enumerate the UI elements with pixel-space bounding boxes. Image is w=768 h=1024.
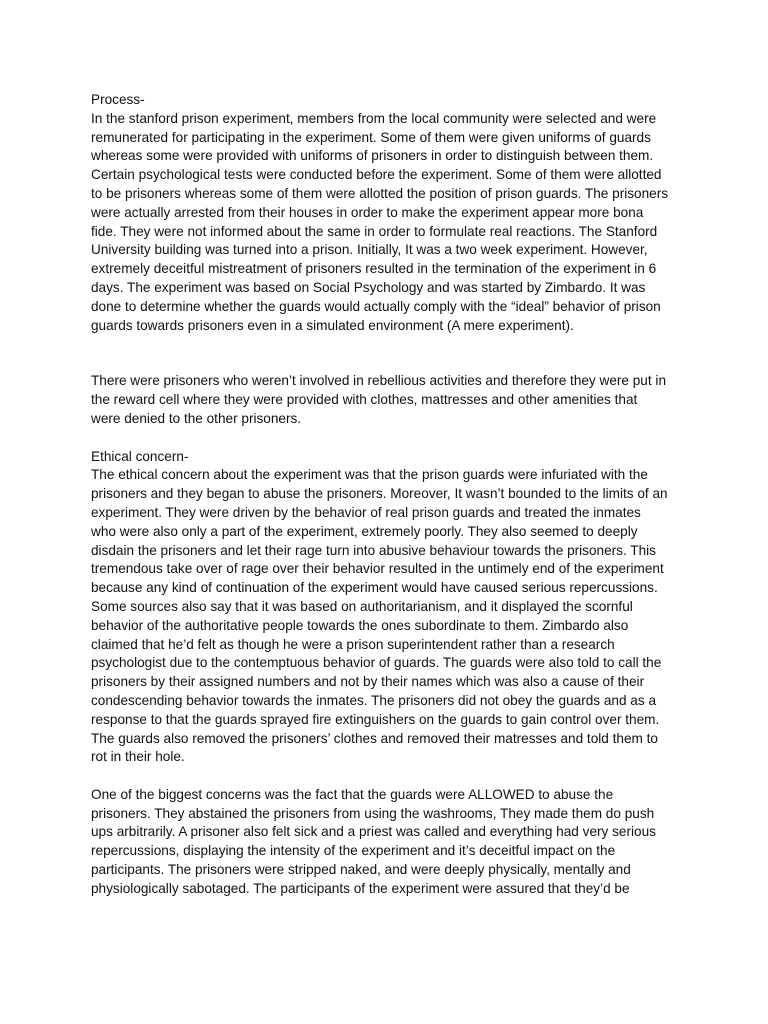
ethical-concern-paragraph: The ethical concern about the experiment was that the prison guards were infuriated with the prisoners and they began to abuse the prisoners. Moreover, It wasn’t bounded to the limits of an experiment. They were driven by the behavior of real prison guards and treated the inmates who were also only a part of the experiment, extremely poorly. They also seemed to deeply disdain the prisoners and let their rage turn into abusive behaviour towards the prisoners. This tremendous take over of rage over their behavior resulted in the untimely end of the experiment because any kind of continuation of the experiment would have caused serious repercussions. Some sources also say that it was based on authoritarianism, and it displayed the scornful behavior of the authoritative people towards the ones subordinate to them. Zimbardo also claimed that he’d felt as though he were a prison superintendent rather than a research psychologist due to the contemptuous behavior of guards. The guards were also told to call the prisoners by their assigned numbers and not by their names which was also a cause of their condescending behavior towards the inmates. The prisoners did not obey the guards and as a response to that the guards sprayed fire extinguishers on the guards to gain control over them. The guards also removed the prisoners’ clothes and removed their matresses and told them to rot in their hole.: [91, 467, 668, 765]
process-paragraph: In the stanford prison experiment, members from the local community were selected and were remunerated for participating in the experiment. Some of them were given uniforms of guards whereas some were provided with uniforms of prisoners in order to distinguish between them. Certain psychological tests were conducted before the experiment. Some of them were allotted to be prisoners whereas some of them were allotted the position of prison guards. The prisoners were actually arrested from their houses in order to make the experiment appear more bona fide. They were not informed about the same in order to formulate real reactions. The Stanford University building was turned into a prison. Initially, It was a two week experiment. However, extremely deceitful mistreatment of prisoners resulted in the termination of the experiment in 6 days. The experiment was based on Social Psychology and was started by Zimbardo. It was done to determine whether the guards would actually comply with the “ideal” behavior of prison guards towards prisoners even in a simulated environment (A mere experiment).: [91, 110, 669, 333]
reward-cell-paragraph: There were prisoners who weren’t involved in rebellious activities and therefore they were put in the reward cell where they were provided with clothes, mattresses and other amenities that were denied to the other prisoners.: [91, 373, 667, 426]
paragraph-spacer: [91, 335, 691, 372]
biggest-concerns-paragraph: One of the biggest concerns was the fact that the guards were ALLOWED to abuse the prisoners. They abstained the prisoners from using the washrooms, They made them do push ups arbitrarily. A prisoner also felt sick and a priest was called and everything had very serious repercussions, displaying the intensity of the experiment and it’s deceitful impact on the participants. The prisoners were stripped naked, and were deeply physically, mentally and physiologically sabotaged. The participants of the experiment were assured that they’d be: [91, 786, 656, 896]
paragraph-spacer: [91, 767, 691, 786]
document-body: [91, 91, 691, 899]
ethical-concern-heading: Ethical concern-: [91, 448, 189, 464]
paragraph-spacer: [91, 429, 691, 448]
process-heading: Process-: [91, 92, 145, 107]
